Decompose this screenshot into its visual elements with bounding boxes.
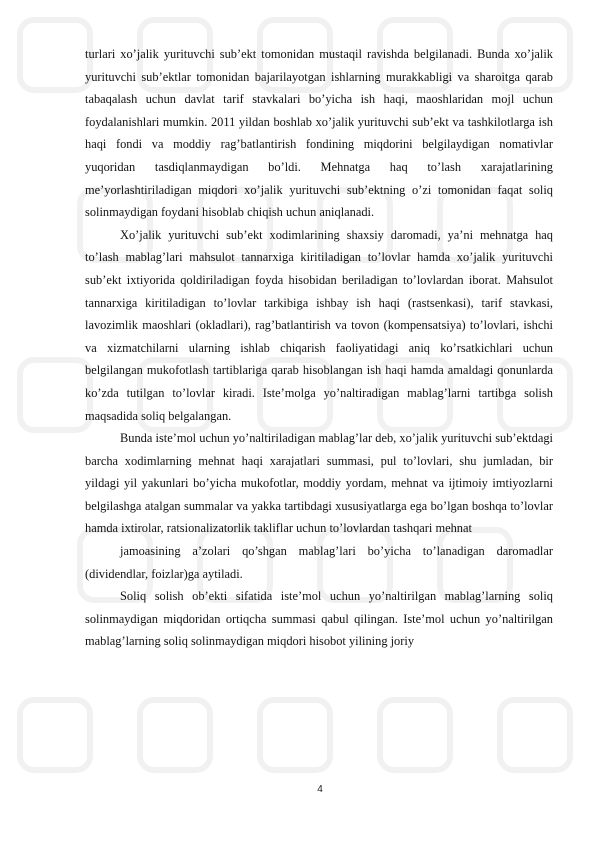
paragraph-2: Xo’jalik yurituvchi sub’ekt xodimlarining shaxsiy daromadi, ya’ni mehnatga haq to’lash mablag’lari mahsulot tannarxiga kiritiladigan to’lovlar hamda xo’jalik yurituvchi sub’ekt ixtiyorida qoldiriladigan foyda hisobidan beriladigan to’lovlardan iborat. Mahsulot tannarxiga kiritiladigan to’lovlar tarkibiga ishbay ish haqi (rastsenkasi), tarif stavkasi, lavozimlik maoshlari (okladlari), rag’batlantirish va tovon (kompensatsiya) to’lovlari, ishchi va xizmatchilarni ularning ishlab chiqarish faoliyatidagi aniq ko’rsatkichlari uchun belgilangan mukofotlash tartiblariga qarab hisoblangan ish haqi hamda amaldagi qonunlarda ko’zda tutilgan to’lovlar kiradi. Iste’molga yo’naltiradigan mablag’larni tartibga solish maqsadida soliq belgalangan. (85, 227, 553, 423)
paragraph-4: jamoasining a’zolari qo’shgan mablag’lari bo’yicha to’lanadigan daromadlar (dividendlar, foizlar)ga aytiladi. (85, 544, 553, 581)
paragraph-5: Soliq solish ob’ekti sifatida iste’mol uchun yo’naltirilgan mablag’larning soliq solinmaydigan miqdoridan ortiqcha summasi qabul qilingan. Iste’mol uchun yo’naltirilgan mablag’larning soliq solinmaydigan miqdori hisobot yilining joriy (85, 589, 553, 649)
body-text (85, 43, 553, 653)
page-number: 4 (317, 784, 323, 795)
paragraph-1: turlari xo’jalik yurituvchi sub’ekt tomonidan mustaqil ravishda belgilanadi. Bunda xo’jalik yurituvchi sub’ektlar tomonidan bajarilayotgan ishlarning murakkabligi va sharoitga qarab tabaqalash uchun davlat tarif stavkalari bo’yicha ish haqi, maoshlaridan mojl uchun foydalanishlari mumkin. 2011 yildan boshlab xo’jalik yurituvchi sub’ekt va tashkilotlarga ish haqi fondi va moddiy rag’batlantirish fondining miqdorini belgilaydigan nomativlar yuqoridan tasdiqlanmaydigan bo’ldi. Mehnatga haq to’lash xarajatlarining me’yorlashtiriladigan miqdori xo’jalik yurituvchi sub’ektning o’zi tomonidan faqat soliq solinmaydigan foydani hisoblab chiqish uchun aniqlanadi. (85, 47, 553, 220)
paragraph-3: Bunda iste’mol uchun yo’naltiriladigan mablag’lar deb, xo’jalik yurituvchi sub’ektdagi barcha xodimlarning mehnat haqi xarajatlari summasi, pul to’lovlari, shu jumladan, bir yildagi yil yakunlari bo’yicha mukofotlar, moddiy yordam, mehnat va ijtimoiy imtiyozlarni belgilashga atalgan summalar va yakka tartibdagi xususiyatlarga ega bo’lgan boshqa to’lovlar hamda ixtirolar, ratsionalizatorlik takliflar uchun to’lovlardan tashqari mehnat (85, 431, 553, 536)
